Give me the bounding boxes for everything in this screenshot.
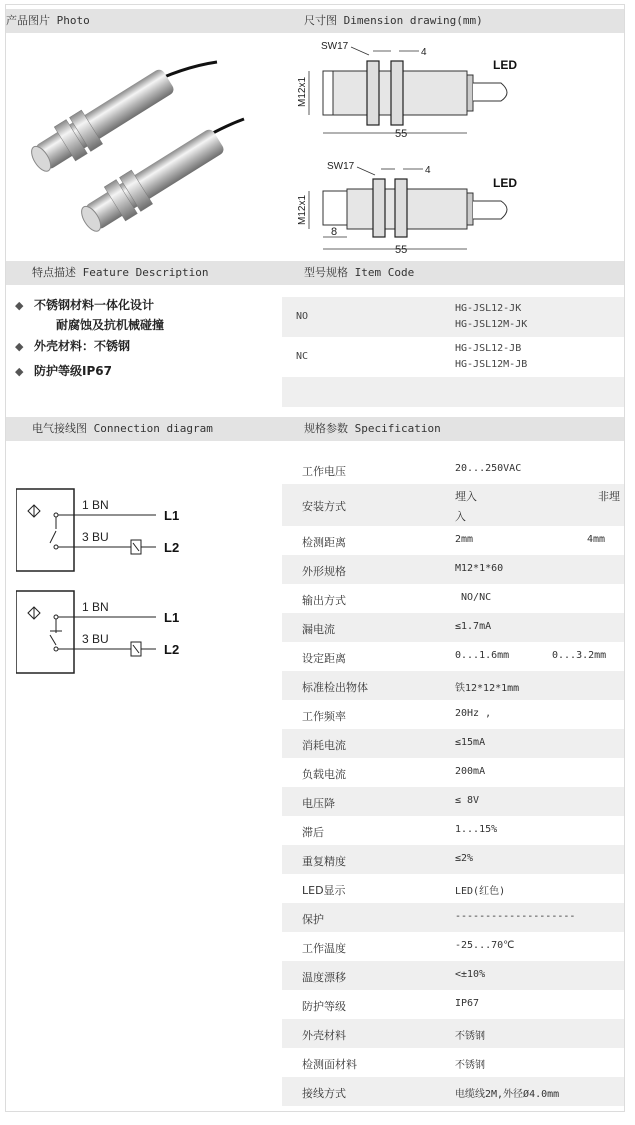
head-label-bottom: 8 (331, 226, 338, 238)
feature-item (12, 336, 282, 357)
spec-row (282, 787, 624, 816)
spec-label: 工作电压 (302, 465, 346, 478)
spec-row (282, 526, 624, 555)
line1-label-no: L1 (164, 508, 180, 523)
spec-value: 不锈钢 (455, 1060, 485, 1071)
led-label-bottom: LED (493, 176, 517, 190)
specification-table (282, 455, 624, 1106)
diamond-bullet-icon: ◆ (15, 299, 24, 312)
line2-label-no: L2 (164, 540, 180, 555)
connection-header-label: 电气接线图 Connection diagram (32, 422, 213, 435)
thread-label-top: M12x1 (297, 76, 308, 107)
spec-value: 20Hz , (455, 708, 492, 719)
line1-label-nc: L1 (164, 610, 180, 625)
spec-value: ≤2% (455, 853, 474, 864)
spec-row (282, 758, 624, 787)
spec-label: 输出方式 (302, 594, 346, 607)
wire2-label-no: 3 BU (82, 530, 109, 544)
spec-value: 1...15% (455, 824, 498, 835)
spec-row (282, 816, 624, 845)
connection-nc (16, 591, 179, 673)
spec-label: 安装方式 (302, 500, 346, 513)
line2-label-nc: L2 (164, 642, 180, 657)
spec-value: <±10% (455, 969, 486, 980)
spec-row (282, 932, 624, 961)
spec-label: 负载电流 (302, 768, 346, 781)
length-label-top: 55 (395, 128, 408, 140)
feature-text: 防护等级IP67 (34, 364, 112, 378)
spec-row (282, 1048, 624, 1077)
spec-value: 不锈钢 (455, 1031, 485, 1042)
wire2-label-nc: 3 BU (82, 632, 109, 646)
item-code-row (282, 297, 624, 337)
wire1-label-nc: 1 BN (82, 600, 109, 614)
spec-row (282, 874, 624, 903)
spec-row (282, 903, 624, 932)
spec-label: 漏电流 (302, 623, 335, 636)
spec-row (282, 1077, 624, 1106)
item-code-value: HG-JSL12M-JK (455, 319, 528, 330)
spec-label: 滞后 (302, 826, 324, 839)
connection-diagram (16, 485, 216, 685)
spec-value-alt: 非埋 (598, 490, 620, 503)
dimension-top (297, 41, 517, 140)
spec-label: 检测距离 (302, 536, 346, 549)
spec-value: LED(红色) (455, 886, 506, 897)
feature-header (6, 261, 282, 285)
spec-value: 20...250VAC (455, 463, 522, 474)
led-label-top: LED (493, 58, 517, 72)
length-label-bottom: 55 (395, 244, 408, 256)
wire1-label-no: 1 BN (82, 498, 109, 512)
spec-label: 重复精度 (302, 855, 346, 868)
specification-header (282, 417, 624, 441)
nut-label-top: 4 (421, 47, 427, 58)
spec-label: 外壳材料 (302, 1029, 346, 1042)
item-code-value: HG-JSL12M-JB (455, 359, 528, 370)
spec-label: 防护等级 (302, 1000, 346, 1013)
photo-header-label: 产品图片 Photo (6, 14, 90, 27)
spec-value: 0...1.6mm (455, 650, 510, 661)
item-code-header (282, 261, 624, 285)
spec-label: 工作温度 (302, 942, 346, 955)
spec-value: 铁12*12*1mm (455, 683, 520, 694)
spec-row (282, 1019, 624, 1048)
specification-header-label: 规格参数 Specification (304, 422, 441, 435)
dimension-drawing (291, 35, 551, 265)
nut-label-bottom: 4 (425, 165, 431, 176)
feature-item (12, 361, 282, 382)
spec-value: ≤ 8V (455, 795, 480, 806)
spec-label: 电压降 (302, 797, 335, 810)
spec-label: 工作频率 (302, 710, 346, 723)
spec-value: -25...70℃ (455, 940, 515, 951)
spec-row (282, 642, 624, 671)
spec-row (282, 845, 624, 874)
spec-value-alt: 4mm (587, 534, 606, 545)
spec-row (282, 990, 624, 1019)
item-code-label: NC (296, 351, 309, 362)
spec-row (282, 455, 624, 484)
spec-row (282, 555, 624, 584)
spec-value: ≤15mA (455, 737, 486, 748)
spec-value: 200mA (455, 766, 486, 777)
spec-row (282, 961, 624, 990)
spec-label: 检测面材料 (302, 1058, 357, 1071)
spec-row (282, 484, 624, 526)
feature-subtext: 耐腐蚀及抗机械碰撞 (56, 318, 165, 332)
item-code-row-empty (282, 377, 624, 407)
spec-value: 埋入 (455, 490, 477, 503)
spec-label: 接线方式 (302, 1087, 346, 1100)
thread-label-bottom: M12x1 (297, 194, 308, 225)
spec-row (282, 729, 624, 758)
wrench-label-top: SW17 (321, 41, 349, 52)
connection-no (16, 489, 179, 571)
item-code-label: NO (296, 311, 309, 322)
spec-value-alt: 0...3.2mm (552, 650, 607, 661)
dimension-header-label: 尺寸图 Dimension drawing(mm) (304, 14, 483, 27)
diamond-bullet-icon: ◆ (15, 365, 24, 378)
spec-label: LED显示 (302, 884, 346, 897)
item-code-row (282, 337, 624, 377)
feature-header-label: 特点描述 Feature Description (32, 266, 209, 279)
spec-value: M12*1*60 (455, 563, 504, 574)
item-code-value: HG-JSL12-JB (455, 343, 522, 354)
item-code-table (282, 297, 624, 407)
dimension-bottom (297, 161, 517, 256)
spec-row (282, 584, 624, 613)
item-code-header-label: 型号规格 Item Code (304, 266, 415, 279)
spec-label: 消耗电流 (302, 739, 346, 752)
photo-header (6, 9, 282, 33)
spec-label: 标准检出物体 (302, 681, 368, 694)
feature-item (12, 295, 282, 316)
spec-value: 2mm (455, 534, 474, 545)
item-code-value: HG-JSL12-JK (455, 303, 522, 314)
connection-header (6, 417, 282, 441)
dimension-header (282, 9, 624, 33)
spec-label: 设定距离 (302, 652, 346, 665)
spec-label: 外形规格 (302, 565, 346, 578)
spec-row (282, 671, 624, 700)
spec-value: IP67 (455, 998, 480, 1009)
spec-label: 温度漂移 (302, 971, 346, 984)
product-photo (12, 47, 252, 237)
feature-text: 外壳材料：不锈钢 (34, 339, 131, 353)
spec-row (282, 613, 624, 642)
spec-label: 保护 (302, 913, 324, 926)
diamond-bullet-icon: ◆ (15, 340, 24, 353)
feature-list (12, 295, 282, 382)
spec-value: NO/NC (455, 592, 492, 603)
spec-row (282, 700, 624, 729)
spec-value: ≤1.7mA (455, 621, 492, 632)
feature-text: 不锈钢材料一体化设计 (34, 298, 155, 312)
spec-value-wrap: 入 (455, 510, 466, 523)
wrench-label-bottom: SW17 (327, 161, 355, 172)
spec-value: -------------------- (455, 911, 576, 922)
spec-value: 电缆线2M,外径Ø4.0mm (455, 1089, 560, 1100)
product-sheet (5, 4, 625, 1112)
